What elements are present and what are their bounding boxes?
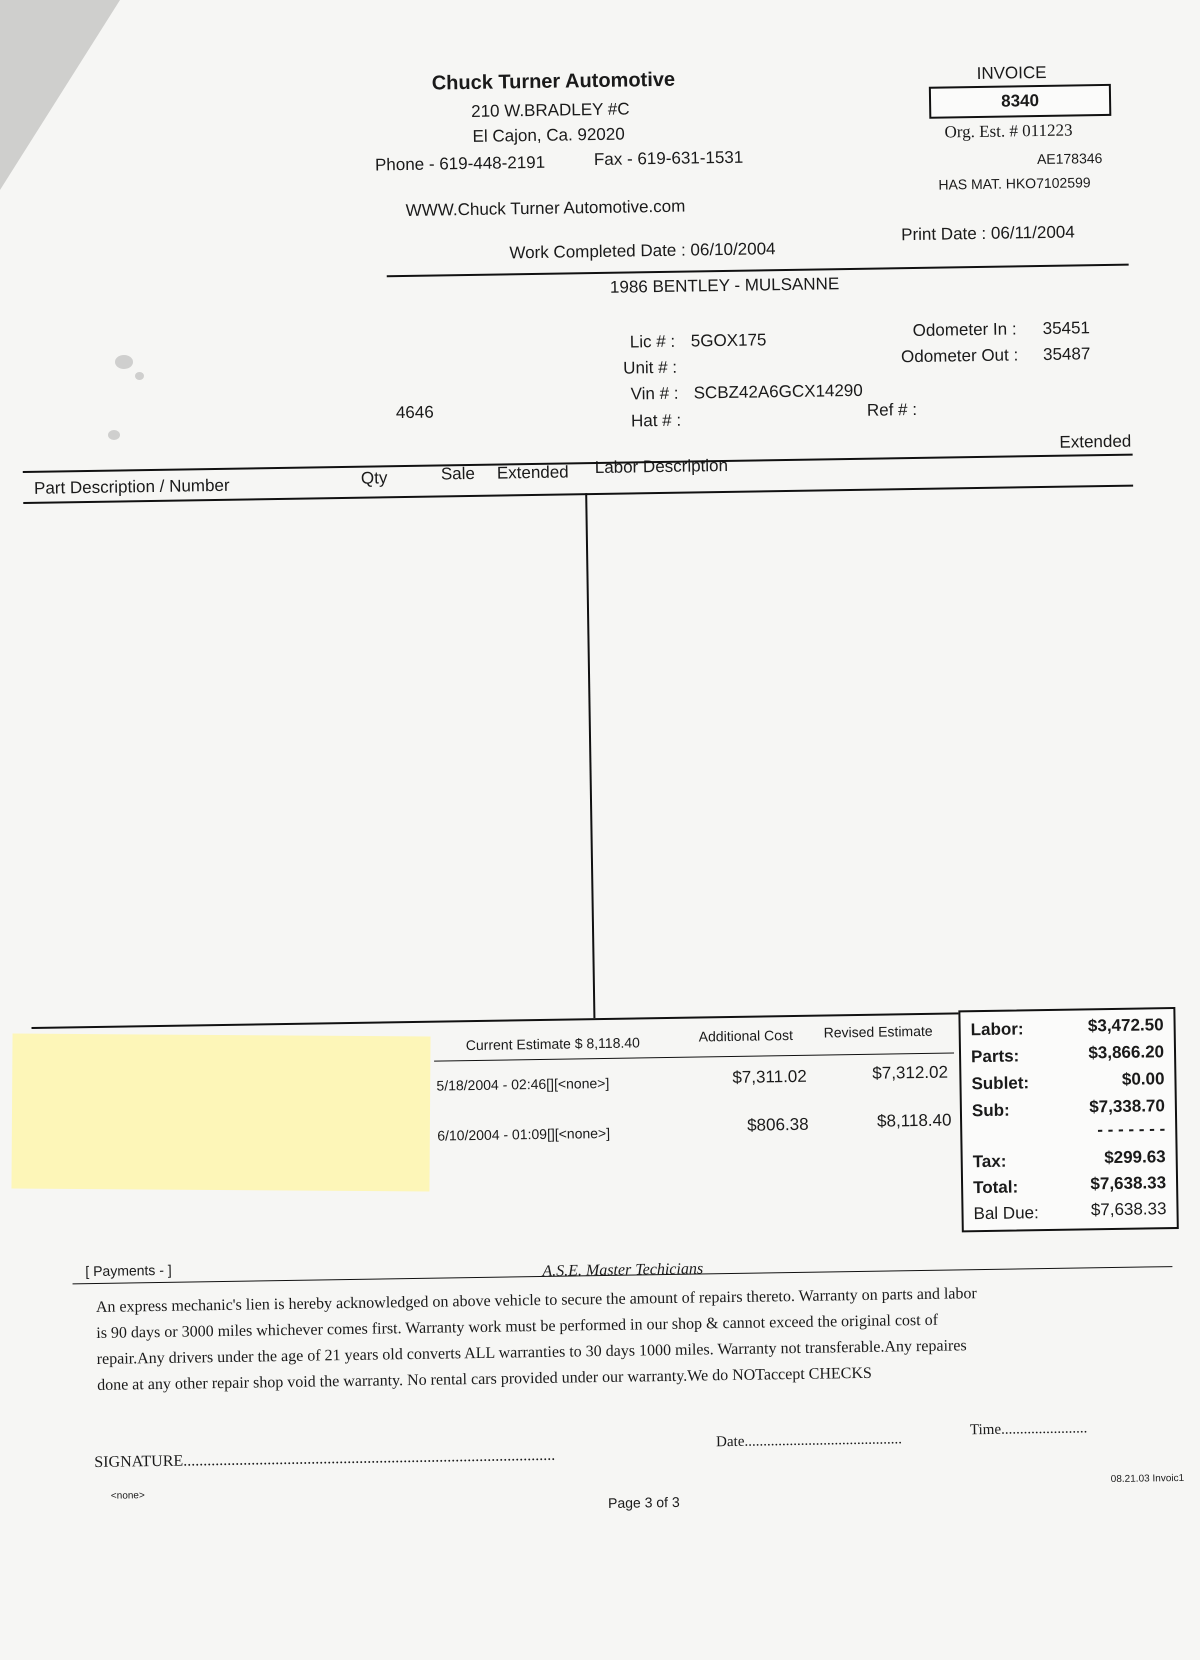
col-qty: Qty (360, 468, 388, 488)
sublet-total-value: $0.00 (1121, 1069, 1165, 1089)
signature-none: <none> (110, 1490, 145, 1502)
vin-value: SCBZ42A6GCX14290 (693, 380, 863, 403)
warranty-text (96, 1281, 979, 1399)
revised-estimate-header: Revised Estimate (823, 1022, 933, 1041)
ase-tagline: A.S.E. Master Techicians (542, 1260, 704, 1280)
estimate-rule (434, 1052, 954, 1061)
parts-total-value: $3,866.20 (1088, 1042, 1165, 1063)
tax-label: Tax: (972, 1151, 1007, 1172)
grand-total-value: $7,638.33 (1090, 1173, 1167, 1194)
estimate-row-1-additional: $7,311.02 (732, 1066, 807, 1087)
labor-total-value: $3,472.50 (1087, 1015, 1164, 1036)
scan-stain (135, 372, 144, 380)
yellow-redaction-note (11, 1034, 430, 1192)
col-sale: Sale (440, 463, 476, 484)
odometer-out-label: Odometer Out : (900, 345, 1019, 367)
col-extended: Extended (496, 462, 569, 483)
estimate-row-2-when: 6/10/2004 - 01:09[][<none>] (437, 1124, 611, 1144)
balance-due-label: Bal Due: (973, 1203, 1039, 1224)
odometer-in-label: Odometer In : (912, 319, 1017, 341)
balance-due-value: $7,638.33 (1090, 1199, 1167, 1220)
payments-label: [ Payments - ] (85, 1261, 172, 1280)
warranty-line-3: repair.Any drivers under the age of 21 years old converts ALL warranties to 30 days 1000 miles. Warranty not transferable.Any repaires (96, 1337, 967, 1368)
warranty-line-1: An express mechanic's lien is hereby acknowledged on above vehicle to secure the amount of repairs thereto. Warranty on parts and labor (95, 1285, 977, 1316)
totals-box (958, 1007, 1178, 1232)
company-website: WWW.Chuck Turner Automotive.com (405, 196, 686, 220)
customer-number: 4646 (395, 402, 434, 423)
ref-label: Ref # : (866, 399, 918, 420)
org-estimate: Org. Est. # 011223 (944, 120, 1073, 142)
company-fax: Fax - 619-631-1531 (593, 147, 744, 170)
company-address-1: 210 W.BRADLEY #C (471, 99, 630, 121)
vehicle-name: 1986 BENTLEY - MULSANNE (609, 274, 840, 297)
additional-cost-header: Additional Cost (698, 1027, 794, 1045)
company-name: Chuck Turner Automotive (431, 68, 676, 95)
col-extended-labor: Extended (1059, 431, 1132, 452)
parts-total-label: Parts: (970, 1046, 1020, 1067)
sub-total-value: $7,338.70 (1089, 1096, 1166, 1117)
estimate-row-1-revised: $7,312.02 (872, 1062, 949, 1083)
print-date: Print Date : 06/11/2004 (901, 222, 1075, 245)
col-part-description: Part Description / Number (33, 475, 230, 498)
grand-total-label: Total: (972, 1177, 1019, 1198)
signature-line: SIGNATURE............................................................................................. (94, 1446, 556, 1472)
hazmat-number: HAS MAT. HKO7102599 (938, 174, 1091, 193)
labor-total-label: Labor: (970, 1019, 1024, 1040)
tax-value: $299.63 (1104, 1147, 1166, 1168)
work-completed-date: Work Completed Date : 06/10/2004 (509, 239, 776, 263)
warranty-line-2: is 90 days or 3000 miles whichever comes first. Warranty work must be performed in our shop & cannot exceed the original cost of (96, 1311, 939, 1342)
scan-stain (108, 430, 120, 440)
odometer-in-value: 35451 (1042, 318, 1091, 338)
invoice-number-box (929, 84, 1111, 119)
scan-stain (115, 355, 133, 369)
unit-label: Unit # : (623, 357, 678, 378)
hat-label: Hat # : (630, 410, 682, 431)
lic-label: Lic # : (629, 331, 676, 352)
current-estimate: Current Estimate $ 8,118.40 (465, 1034, 641, 1054)
page-number: Page 3 of 3 (607, 1493, 680, 1511)
time-line: Time....................... (969, 1420, 1088, 1439)
column-header-top-rule (23, 454, 1133, 473)
estimate-row-1-when: 5/18/2004 - 02:46[][<none>] (436, 1074, 610, 1094)
form-id: 08.21.03 Invoic1 (1110, 1472, 1185, 1486)
totals-divider: - - - - - - - (1097, 1119, 1166, 1140)
ae-number: AE178346 (1036, 150, 1103, 168)
estimate-row-2-revised: $8,118.40 (876, 1110, 952, 1131)
warranty-line-4: done at any other repair shop void the warranty. No rental cars provided under our warranty.We do NOTaccept CHECKS (97, 1364, 873, 1394)
company-address-2: El Cajon, Ca. 92020 (472, 124, 625, 146)
col-labor-description: Labor Description (594, 455, 729, 478)
vin-label: Vin # : (630, 383, 679, 404)
company-phone: Phone - 619-448-2191 (374, 152, 546, 175)
invoice-number: 8340 (1001, 91, 1040, 111)
lic-value: 5GOX175 (690, 330, 767, 351)
sublet-total-label: Sublet: (971, 1073, 1030, 1094)
invoice-title: INVOICE (976, 62, 1047, 83)
estimate-row-2-additional: $806.38 (746, 1114, 809, 1135)
column-divider (585, 493, 595, 1018)
odometer-out-value: 35487 (1042, 344, 1091, 364)
date-line: Date.......................................... (715, 1431, 903, 1451)
sub-total-label: Sub: (971, 1100, 1010, 1121)
